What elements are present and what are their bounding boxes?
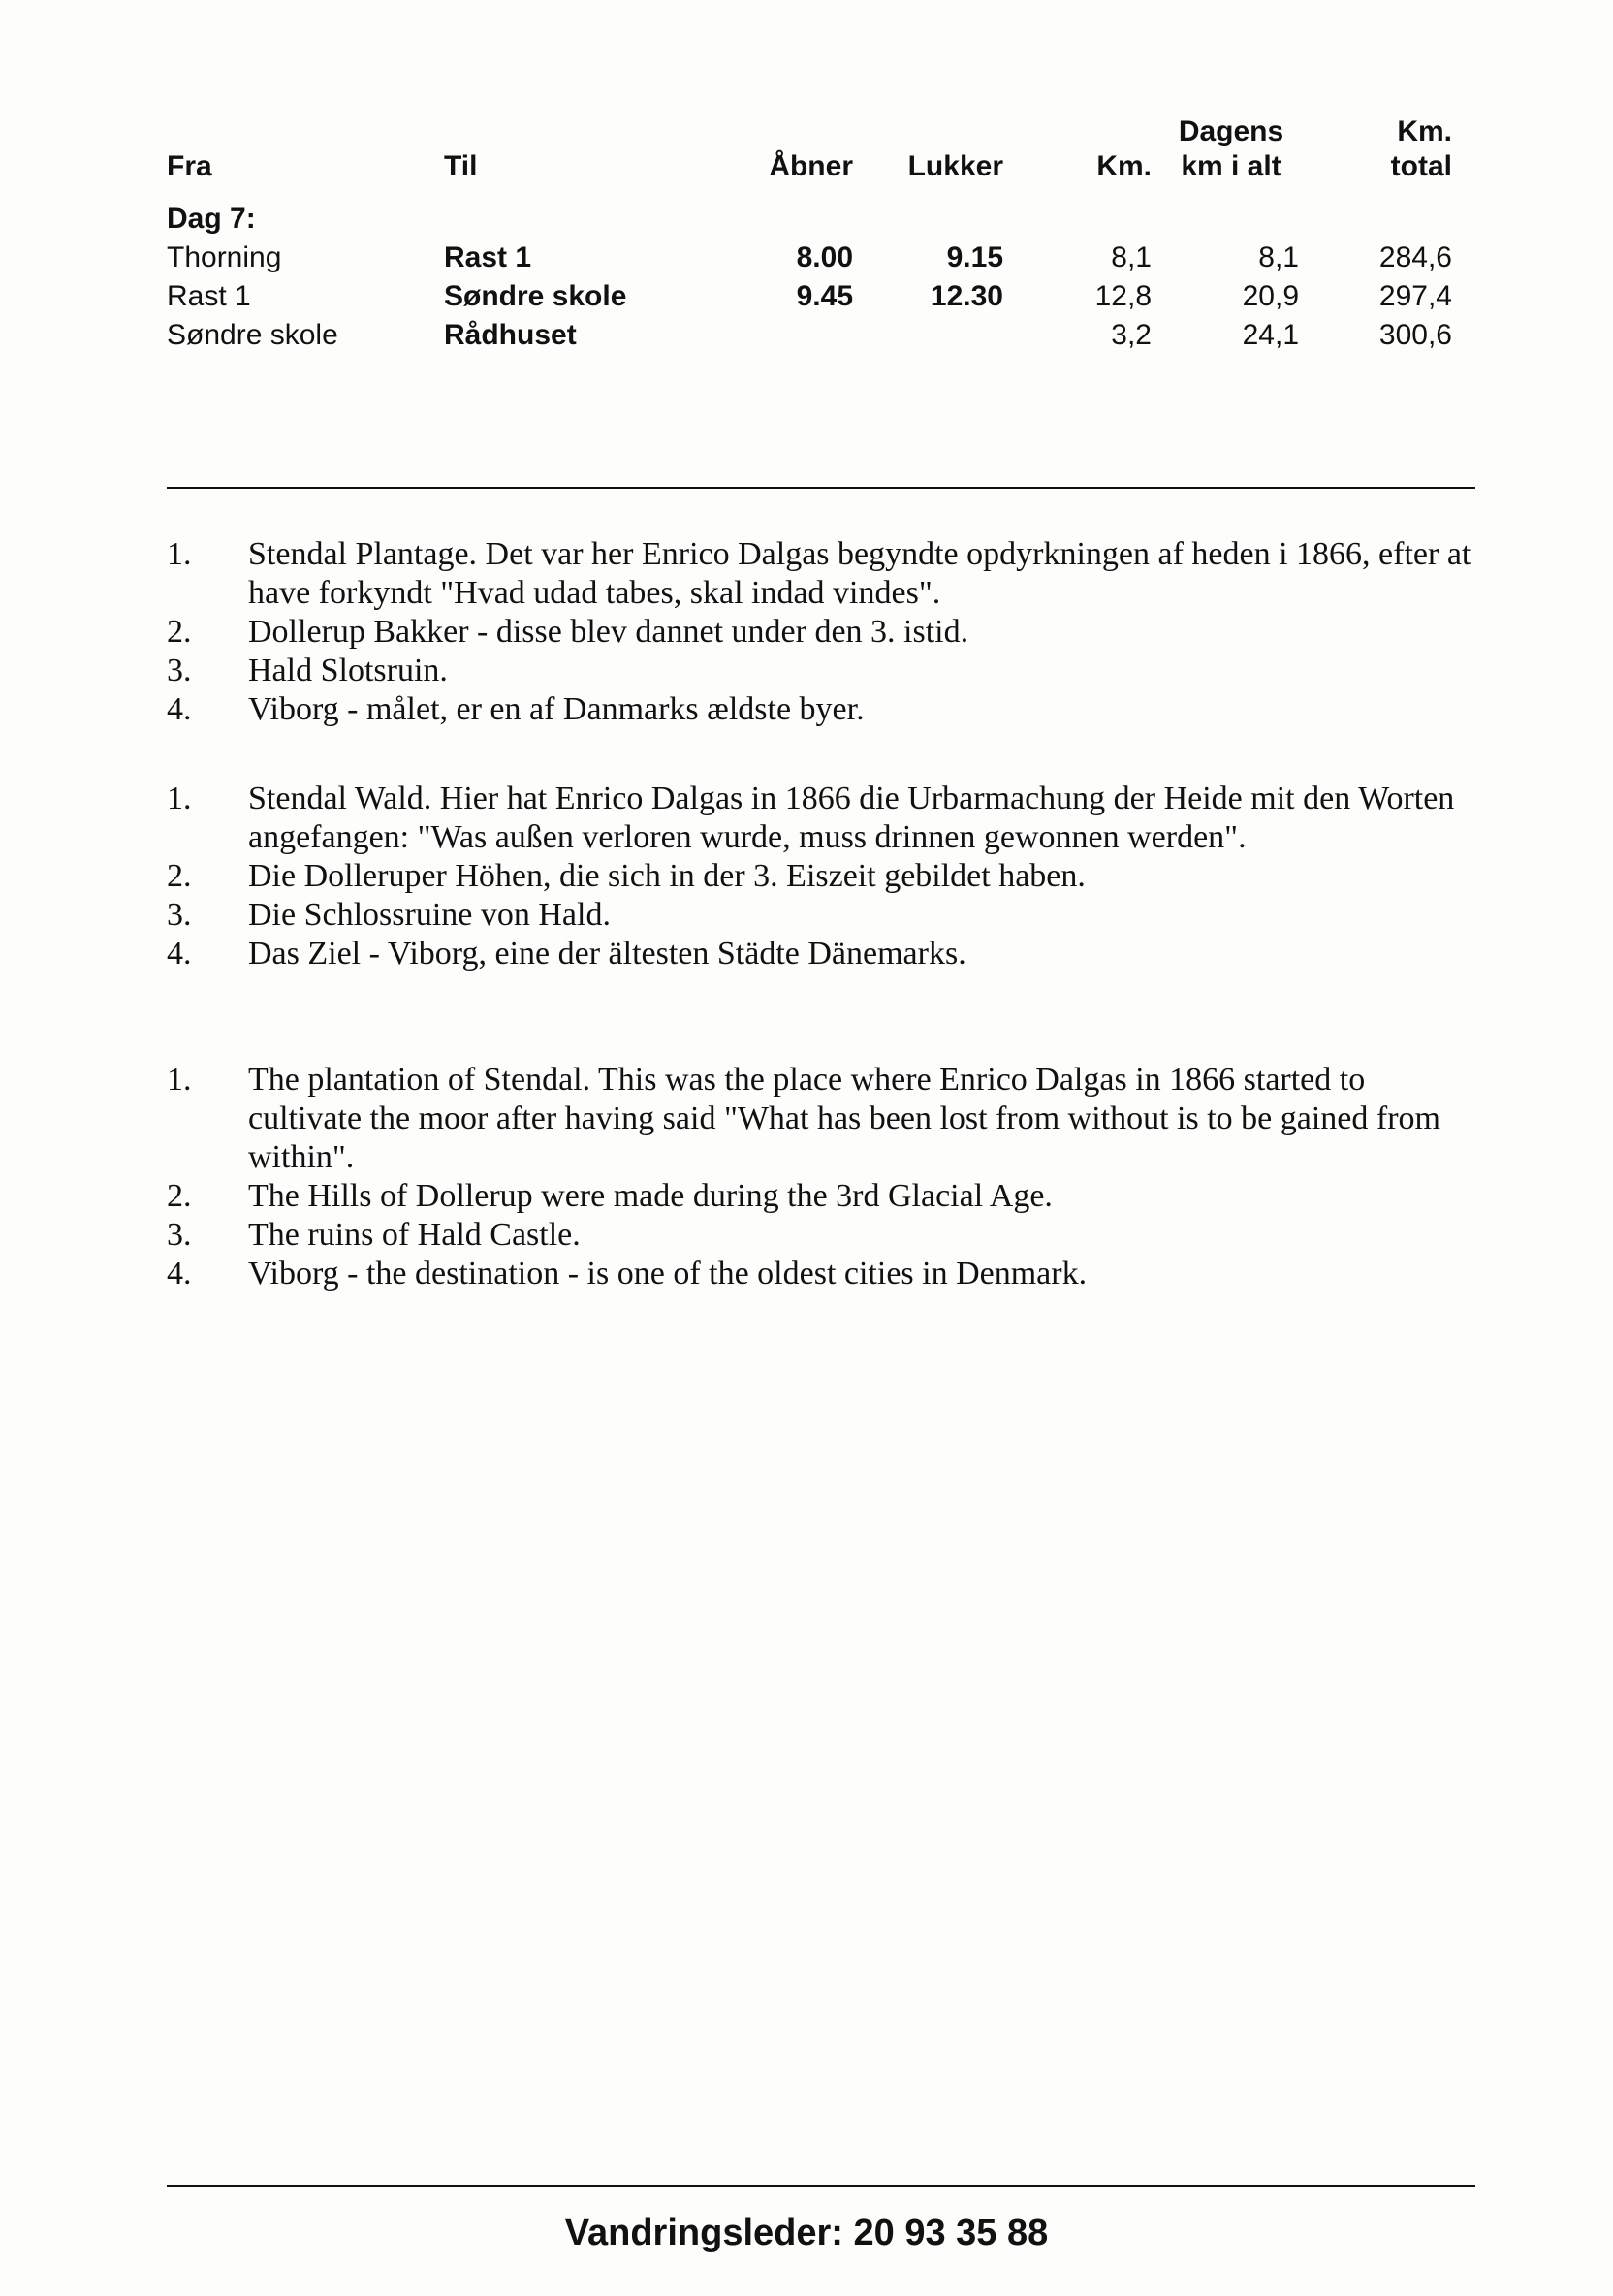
table-row <box>0 239 1613 277</box>
list-text: Viborg - målet, er en af Danmarks ældste byer. <box>248 691 865 727</box>
cell-km: 12,8 <box>1094 280 1152 312</box>
list-text: The ruins of Hald Castle. <box>248 1217 581 1253</box>
header-abner: Åbner <box>769 150 853 182</box>
list-text: Die Dolleruper Höhen, die sich in der 3. Eiszeit gebildet haben. <box>248 858 1086 894</box>
cell-km: 8,1 <box>1111 241 1152 273</box>
header-lukker: Lukker <box>907 150 1003 182</box>
cell-total: 300,6 <box>1378 319 1452 351</box>
list-number: 3. <box>167 653 192 688</box>
list-text: Stendal Wald. Hier hat Enrico Dalgas in 1866 die Urbarmachung der Heide mit den Worten angefangen: "Was außen verloren wurde, muss drinnen gewonnen werden". <box>248 781 1455 855</box>
list-text: Das Ziel - Viborg, eine der ältesten Städte Dänemarks. <box>248 936 966 972</box>
list-item <box>167 780 1475 857</box>
notes-danish <box>167 535 1475 729</box>
cell-til: Søndre skole <box>444 280 627 312</box>
day-label: Dag 7: <box>167 203 256 235</box>
notes-english <box>167 1061 1475 1293</box>
list-number: 1. <box>167 781 192 816</box>
list-number: 1. <box>167 1062 192 1098</box>
list-item <box>167 1255 1475 1293</box>
cell-lukker: 12.30 <box>930 280 1003 312</box>
list-number: 3. <box>167 897 192 933</box>
list-text: Dollerup Bakker - disse blev dannet under den 3. istid. <box>248 614 969 650</box>
cell-lukker: 9.15 <box>946 241 1003 273</box>
cell-til: Rådhuset <box>444 319 577 351</box>
table-row <box>0 277 1613 316</box>
list-item <box>167 613 1475 652</box>
header-km: Km. <box>1096 150 1152 182</box>
list-item <box>167 1061 1475 1177</box>
cell-total: 284,6 <box>1378 241 1452 273</box>
list-text: Die Schlossruine von Hald. <box>248 897 611 933</box>
cell-dagens: 24,1 <box>1242 319 1299 351</box>
list-item <box>167 1216 1475 1255</box>
list-number: 4. <box>167 691 192 727</box>
list-number: 2. <box>167 858 192 894</box>
cell-dagens: 8,1 <box>1258 241 1299 273</box>
list-number: 3. <box>167 1217 192 1253</box>
list-item <box>167 857 1475 896</box>
list-text: The plantation of Stendal. This was the place where Enrico Dalgas in 1866 started to cultivate the moor after having said "What has been lost from without is to be gained from within". <box>248 1062 1440 1175</box>
list-number: 1. <box>167 536 192 572</box>
cell-til: Rast 1 <box>444 241 532 273</box>
cell-abner: 9.45 <box>796 280 853 312</box>
divider-bottom <box>167 2185 1475 2187</box>
list-text: Stendal Plantage. Det var her Enrico Dalgas begyndte opdyrkningen af heden i 1866, efter at have forkyndt "Hvad udad tabes, skal indad vindes". <box>248 536 1471 611</box>
day-label-row <box>0 200 1613 239</box>
list-item <box>167 535 1475 613</box>
header-total-line2: total <box>1390 150 1452 182</box>
list-text: Hald Slotsruin. <box>248 653 448 688</box>
list-item <box>167 896 1475 935</box>
list-number: 2. <box>167 614 192 650</box>
divider-top <box>167 487 1475 489</box>
list-item <box>167 935 1475 973</box>
cell-fra: Thorning <box>167 241 282 273</box>
header-fra: Fra <box>167 150 212 182</box>
cell-dagens: 20,9 <box>1242 280 1299 312</box>
header-til: Til <box>444 150 478 182</box>
header-dagens-line2: km i alt <box>1181 150 1281 182</box>
table-header <box>0 112 1613 190</box>
cell-km: 3,2 <box>1111 319 1152 351</box>
header-dagens-line1: Dagens <box>1178 115 1284 147</box>
cell-total: 297,4 <box>1378 280 1452 312</box>
list-number: 4. <box>167 1256 192 1292</box>
list-item <box>167 690 1475 729</box>
notes-german <box>167 780 1475 973</box>
list-text: Viborg - the destination - is one of the oldest cities in Denmark. <box>248 1256 1088 1292</box>
cell-fra: Søndre skole <box>167 319 338 351</box>
list-text: The Hills of Dollerup were made during the 3rd Glacial Age. <box>248 1178 1053 1214</box>
list-number: 2. <box>167 1178 192 1214</box>
cell-fra: Rast 1 <box>167 280 251 312</box>
list-item <box>167 652 1475 690</box>
footer-contact: Vandringsleder: 20 93 35 88 <box>564 2213 1049 2253</box>
table-row <box>0 316 1613 355</box>
header-total-line1: Km. <box>1397 115 1452 147</box>
list-item <box>167 1177 1475 1216</box>
cell-abner: 8.00 <box>796 241 853 273</box>
list-number: 4. <box>167 936 192 972</box>
